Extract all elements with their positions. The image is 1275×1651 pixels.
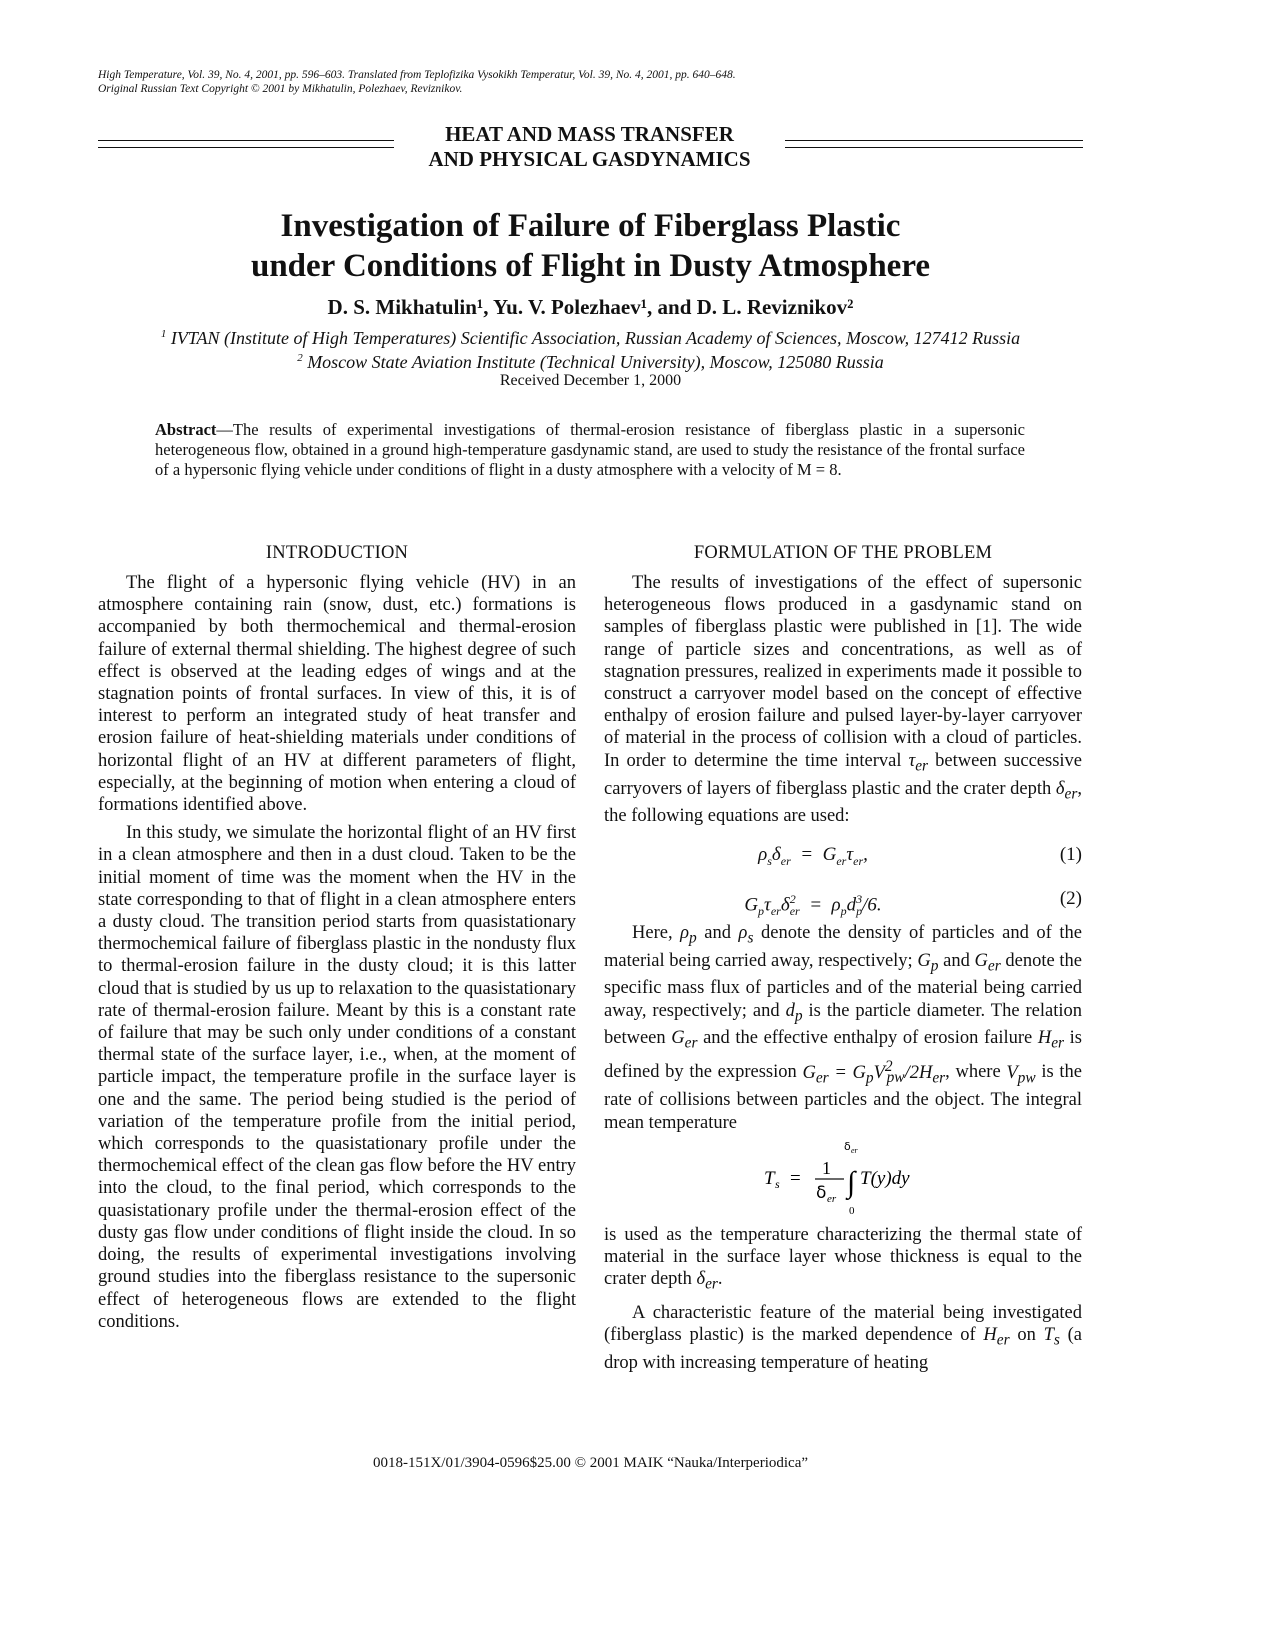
right-column — [604, 542, 1082, 1380]
formulation-paragraph-2: Here, $\rho_p$ and $\rho_s$ denote the density of particles and of the material being carried away, respectively; $G_p$ and $G_{er}$ denote the specific mass flux of particles and of the material being carried away, respectively; and $d_p$ is the particle diameter. The relation between $G_{er}$ and the effective enthalpy of erosion failure $H_{er}$ is defined by the expression $G_{er} = G_pV^2_{pw}/2H_{er}$, where $V_{pw}$ is the rate of collisions between particles and the object. The integral mean temperature — [604, 922, 1083, 1133]
text-run: A characteristic feature of the material being investigated (fiberglass plastic) is the marked dependence of — [604, 1303, 1082, 1346]
abstract — [155, 420, 1025, 480]
affiliation-2-text: Moscow State Aviation Institute (Technical University), Moscow, 125080 Russia — [307, 352, 884, 372]
left-column — [98, 542, 576, 1339]
article-title-line1: Investigation of Failure of Fiberglass Plastic — [280, 208, 901, 244]
svg-text:∫: ∫ — [847, 1165, 856, 1199]
left-double-rule — [98, 140, 394, 148]
svg-text:T: T — [764, 1167, 775, 1189]
svg-text:s: s — [775, 1176, 780, 1191]
formulation-heading: FORMULATION OF THE PROBLEM — [693, 543, 993, 563]
journal-header — [98, 68, 736, 96]
text-run: . — [717, 1269, 723, 1290]
svg-text:δ: δ — [816, 1182, 827, 1203]
equation-1-body: $\rho_s\delta_{er} = G_{er}\tau_{er}$, — [758, 843, 868, 868]
svg-text:0: 0 — [849, 1204, 855, 1217]
section-title — [394, 122, 785, 172]
journal-citation: High Temperature, Vol. 39, No. 4, 2001, pp. 596–603. Translated from Teplofizika Vysokikh Temperatur, Vol. 39, No. 4, 2001, pp. 640–648. — [98, 69, 736, 81]
text-run: and — [938, 950, 975, 971]
svg-text:1: 1 — [822, 1157, 831, 1178]
introduction-heading: INTRODUCTION — [265, 543, 409, 563]
text-run: Here, — [632, 922, 681, 943]
intro-paragraph-1: The flight of a hypersonic flying vehicle (HV) in an atmosphere containing rain (snow, dust, etc.) formations is accompanied by both thermochemical and thermal-erosion failure of external thermal shielding. The highest degree of such effect is observed at the leading edges of wings and at the stagnation points of frontal surfaces. In view of this, it is of interest to perform an integrated study of heat transfer and erosion failure of heat-shielding materials under conditions of horizontal flight of an HV at different parameters of flight, especially, at the beginning of motion when entering a cloud of formations identified above. — [98, 573, 576, 816]
text-run: is the particle diameter. The relation between — [604, 1000, 1083, 1049]
text-run: (a drop with increasing temperature of heating — [604, 1325, 1082, 1374]
section-title-line2: AND PHYSICAL GASDYNAMICS — [428, 147, 751, 171]
affiliation-1 — [98, 323, 1083, 349]
authors: D. S. Mikhatulin¹, Yu. V. Polezhaev¹, and D. L. Reviznikov² — [327, 295, 854, 319]
text-run: and — [696, 922, 739, 943]
received-date: Received December 1, 2000 — [499, 372, 682, 389]
page-footer: 0018-151X/01/3904-0596$25.00 © 2001 MAIK “Nauka/Interperiodica” — [372, 1455, 809, 1471]
equation-2 — [604, 878, 1082, 922]
svg-text:er: er — [851, 1145, 858, 1155]
equation-1-number: (1) — [1059, 843, 1082, 865]
text-run: between successive carryovers of layers of fiberglass plastic and the crater depth — [604, 750, 1082, 799]
section-title-line1: HEAT AND MASS TRANSFER — [445, 122, 734, 146]
equation-1 — [604, 834, 1082, 878]
formulation-paragraph-4: A characteristic feature of the material being investigated (fiberglass plastic) is the marked dependence of $H_{er}$ on $T_s$ (a drop with increasing temperature of heating — [604, 1303, 1082, 1374]
article-title-line2: under Conditions of Flight in Dusty Atmosphere — [250, 248, 931, 284]
abstract-label: Abstract — [155, 420, 217, 439]
integral-formula-svg — [604, 1140, 1082, 1218]
text-run: , where — [945, 1062, 1007, 1083]
text-run: is defined by the expression — [604, 1028, 1082, 1083]
text-run: is used as the temperature characterizing the thermal state of material in the surface layer whose thickness is equal to the crater depth — [604, 1224, 1082, 1290]
affiliation-1-text: IVTAN (Institute of High Temperatures) Scientific Association, Russian Academy of Sciences, Moscow, 127412 Russia — [170, 328, 1021, 348]
affiliation-1-mark: 1 — [160, 328, 167, 340]
equation-2-number: (2) — [1059, 887, 1082, 909]
text-run: on — [1009, 1325, 1044, 1346]
copyright-line: Original Russian Text Copyright © 2001 by Mikhatulin, Polezhaev, Reviznikov. — [98, 83, 463, 95]
affiliation-2 — [98, 347, 1083, 373]
article-title — [98, 206, 1083, 286]
text-run: The results of investigations of the effect of supersonic heterogeneous flows produced in a gasdynamic stand on samples of fiberglass plastic were published in [1]. The wide range of particle sizes and concentrations, as well as of stagnation pressures, realized in experiments made it possible to construct a carryover model based on the concept of effective enthalpy of erosion failure and pulsed layer-by-layer carryover of material in the process of collision with a cloud of particles. In order to determine the time interval — [604, 573, 1082, 771]
integral-mean-temperature-formula — [604, 1140, 1082, 1218]
section-banner — [98, 122, 1083, 172]
formulation-paragraph-3: is used as the temperature characterizing the thermal state of material in the surface layer whose thickness is equal to the crater depth $\delta_{er}$. — [604, 1224, 1082, 1293]
intro-paragraph-2: In this study, we simulate the horizontal flight of an HV first in a clean atmosphere and then in a dust cloud. Taken to be the initial moment of time was the moment when the HV in the state corresponding to that of flight in a clean atmosphere enters a dusty cloud. The transition period starts from quasistationary thermochemical failure of fiberglass plastic in the nondusty flux to thermal-erosion failure in the dusty cloud; it is this latter cloud that is studied by us up to relaxation to the quasistationary rate of thermal-erosion failure. Meant by this is a constant rate of failure that may be such only under conditions of a constant thermal state of the surface layer, i.e., when, at the moment of particle impact, the temperature profile in the surface layer is one and the same. The period being studied is the period of variation of the temperature profile from the initial period, which corresponds to the quasistationary profile under the thermochemical effect of the clean gas flow before the HV entry into the cloud, to the final period, which corresponds to the quasistationary profile under the thermal-erosion effect of the dusty gas flow under conditions of flight inside the cloud. In so doing, the results of experimental investigations involving ground studies into the fiberglass resistance to the supersonic effect of heterogeneous flows are extended to the flight conditions. — [98, 823, 576, 1332]
equation-2-body: $G_p\tau_{er}\delta^2_{er} = \rho_pd^3_p/6$. — [744, 891, 882, 918]
affiliation-2-mark: 2 — [297, 352, 303, 364]
formulation-paragraph-1: The results of investigations of the effect of supersonic heterogeneous flows produced in a gasdynamic stand on samples of fiberglass plastic were published in [1]. The wide range of particle sizes and concentrations, as well as of stagnation pressures, realized in experiments made it possible to construct a carryover model based on the concept of effective enthalpy of erosion failure and pulsed layer-by-layer carryover of material in the process of collision with a cloud of particles. In order to determine the time interval $\tau_{er}$ between successive carryovers of layers of fiberglass plastic and the crater depth $\delta_{er}$, the following equations are used: — [604, 573, 1082, 827]
svg-text:δ: δ — [844, 1139, 851, 1153]
text-run: denote the specific mass flux of particles and of the material being carried away, respectively; and — [604, 950, 1082, 1021]
svg-text:er: er — [827, 1192, 837, 1205]
right-double-rule — [785, 140, 1083, 148]
abstract-text: —The results of experimental investigations of thermal-erosion resistance of fiberglass plastic in a supersonic heterogeneous flow, obtained in a ground high-temperature gasdynamic stand, are used to study the resistance of the frontal surface of a hypersonic flying vehicle under conditions of flight in a dusty atmosphere with a velocity of M = 8. — [155, 420, 1025, 479]
svg-text:=: = — [790, 1167, 801, 1189]
text-run: and the effective enthalpy of erosion failure — [697, 1028, 1038, 1049]
text-run: is the rate of collisions between particles and the object. The integral mean temperature — [604, 1062, 1082, 1133]
svg-text:T(y)dy: T(y)dy — [860, 1167, 910, 1189]
text-run: , the following equations are used: — [604, 778, 1082, 827]
text-run: denote the density of particles and of the material being carried away, respectively; — [604, 922, 1082, 971]
